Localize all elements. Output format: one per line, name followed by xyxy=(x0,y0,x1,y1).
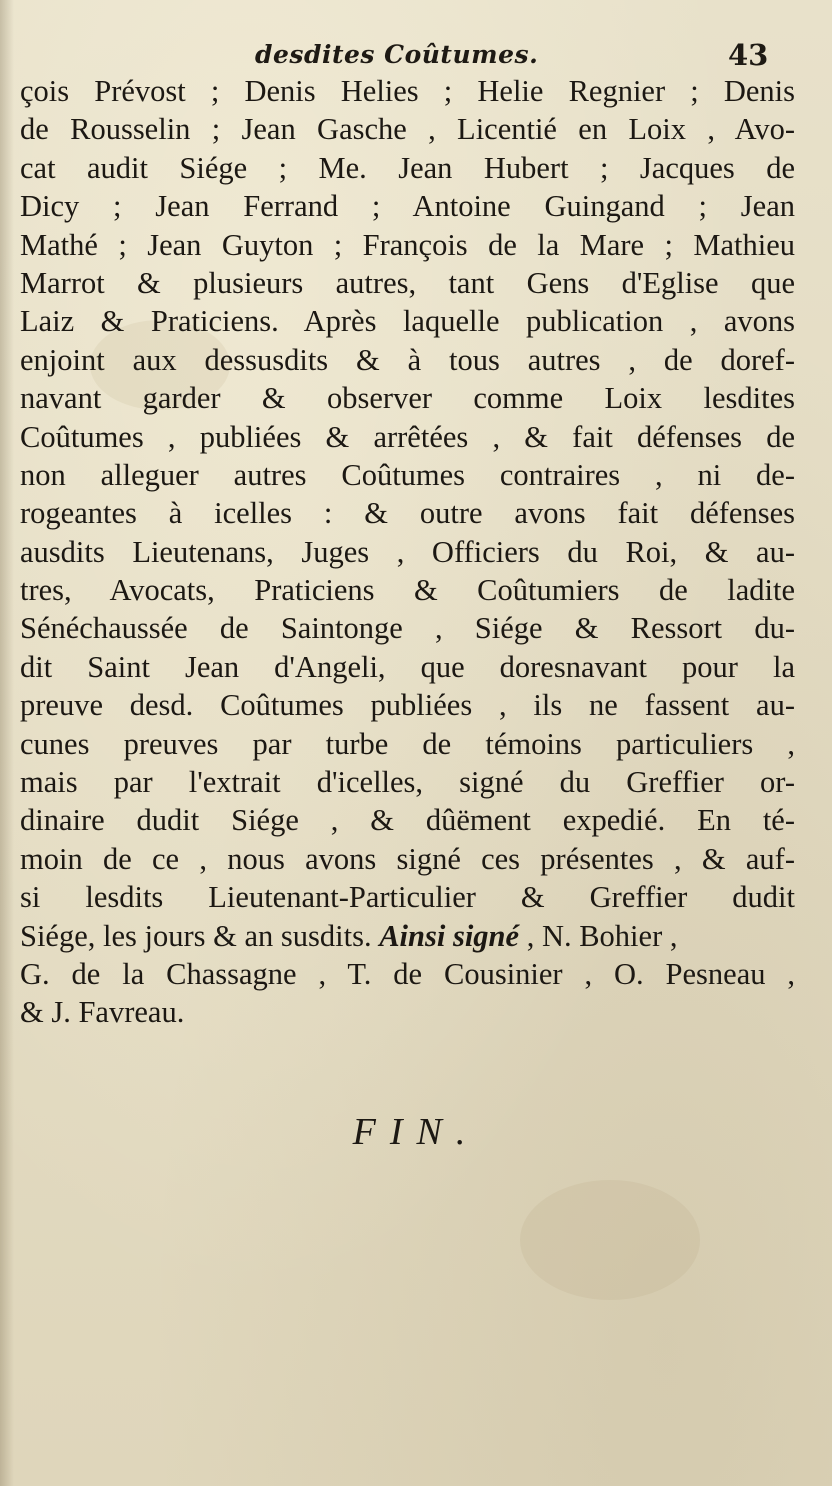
text-line: rogeantes à icelles : & outre avons fait défenses xyxy=(20,496,795,531)
signature-line xyxy=(20,917,795,955)
signature-line-start: Siége, les jours & an susdits. xyxy=(20,918,372,953)
text-line: tres, Avocats, Praticiens & Coûtumiers de ladite xyxy=(20,573,795,608)
body-text xyxy=(20,72,795,1032)
text-line: preuve desd. Coûtumes publiées , ils ne fassent au- xyxy=(20,688,795,723)
text-line: si lesdits Lieutenant-Particulier & Greffier dudit xyxy=(20,880,795,915)
running-title: desdites Coûtumes. xyxy=(255,40,539,69)
text-line: de Rousselin ; Jean Gasche , Licentié en Loix , Avo- xyxy=(20,112,795,147)
fin-mark: FIN. xyxy=(352,1111,480,1153)
text-line: Coûtumes , publiées & arrêtées , & fait défenses de xyxy=(20,419,795,454)
text-line: Sénéchaussée de Saintonge , Siége & Ressort du- xyxy=(20,611,795,646)
signature-formula: Ainsi signé xyxy=(379,918,520,953)
text-line: G. de la Chassagne , T. de Cousinier , O. Pesneau , xyxy=(20,956,795,991)
text-line: ausdits Lieutenans, Juges , Officiers du Roi, & au- xyxy=(20,534,795,569)
text-line: Laiz & Praticiens. Après laquelle publication , avons xyxy=(20,304,795,339)
text-line: dit Saint Jean d'Angeli, que doresnavant pour la xyxy=(20,649,795,684)
text-line: Mathé ; Jean Guyton ; François de la Mare ; Mathieu xyxy=(20,227,795,262)
text-line: Dicy ; Jean Ferrand ; Antoine Guingand ; Jean xyxy=(20,189,795,224)
text-line: cunes preuves par turbe de témoins particuliers , xyxy=(20,726,795,761)
text-line: dinaire dudit Siége , & dûëment expedié. En té- xyxy=(20,803,795,838)
text-line: çois Prévost ; Denis Helies ; Helie Regnier ; Denis xyxy=(20,74,795,108)
gutter-shadow xyxy=(0,0,14,1486)
page-number: 43 xyxy=(728,38,769,72)
signature-line-end: , N. Bohier , xyxy=(526,918,678,953)
text-line: non alleguer autres Coûtumes contraires , ni de- xyxy=(20,457,795,492)
text-line: Marrot & plusieurs autres, tant Gens d'Eglise que xyxy=(20,265,795,300)
text-line: navant garder & observer comme Loix lesdites xyxy=(20,381,795,416)
text-line: enjoint aux dessusdits & à tous autres , de doref- xyxy=(20,342,795,377)
text-line: moin de ce , nous avons signé ces présentes , & auf- xyxy=(20,841,795,876)
text-line: cat audit Siége ; Me. Jean Hubert ; Jacques de xyxy=(20,150,795,185)
text-line: & J. Favreau. xyxy=(20,995,185,1030)
paper-stain xyxy=(520,1180,700,1300)
text-line: mais par l'extrait d'icelles, signé du Greffier or- xyxy=(20,765,795,800)
